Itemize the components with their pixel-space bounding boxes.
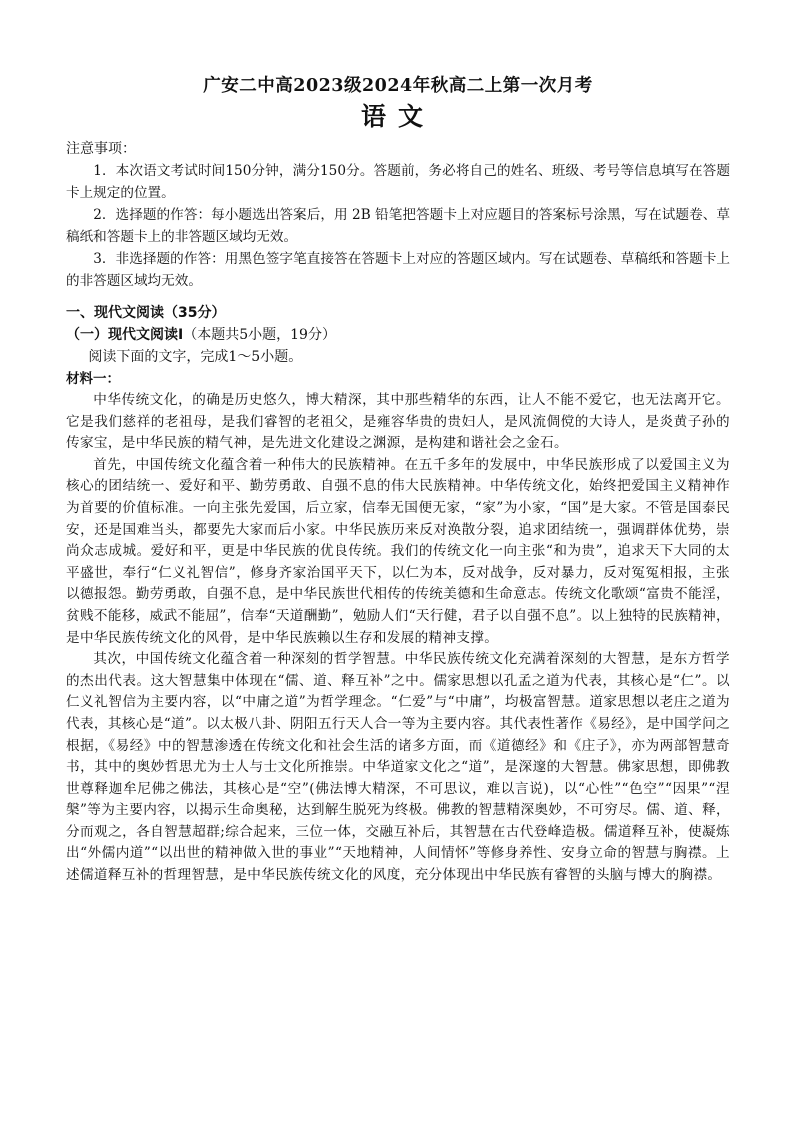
subsection-detail: （本题共5小题，19分） [183, 327, 336, 343]
notice-block [66, 138, 730, 292]
exam-page [66, 74, 730, 887]
material-paragraph: 首先，中国传统文化蕴含着一种伟大的民族精神。在五千多年的发展中，中华民族形成了以爱国主义为核心的团结统一、爱好和平、勤劳勇敢、自强不息的伟大民族精神。中华传统文化，始终把爱国主义精神作为首要的价值标准。一向主张先爱国，后立家，信奉无国便无家，“家”为小家，“国”是大家。不管是国泰民安，还是国难当头，都要先大家而后小家。中华民族历来反对涣散分裂，追求团结统一，强调群体优势，崇尚众志成城。爱好和平，更是中华民族的优良传统。我们的传统文化一向主张“和为贵”，追求天下大同的太平盛世，奉行“仁义礼智信”，修身齐家治国平天下，以仁为本，反对战争，反对暴力，反对冤冤相报，主张以德报怨。勤劳勇敢，自强不息，是中华民族世代相传的传统美德和生命意志。传统文化歌颂“富贵不能淫，贫贱不能移，威武不能屈”，信奉“天道酬勤”，勉励人们“天行健，君子以自强不息”。以上独特的民族精神，是中华民族传统文化的风骨，是中华民族赖以生存和发展的精神支撑。 [66, 456, 730, 646]
reading-instruction: 阅读下面的文字，完成1～5小题。 [88, 349, 303, 365]
notice-heading: 注意事项： [66, 141, 136, 157]
subsection-heading [66, 324, 730, 346]
exam-title: 广安二中高2023级2024年秋高二上第一次月考 [203, 76, 593, 96]
material-paragraph: 中华传统文化，的确是历史悠久，博大精深，其中那些精华的东西，让人不能不爱它，也无法离开它。它是我们慈祥的老祖母，是我们睿智的老祖父，是雍容华贵的贵妇人，是风流倜傥的大诗人，是炎黄子孙的传家宝，是中华民族的精气神，是先进文化建设之渊源，是构建和谐社会之金石。 [66, 392, 730, 452]
material-label: 材料一： [66, 371, 120, 387]
subsection-title: （一）现代文阅读Ⅰ [66, 327, 184, 343]
notice-item: 3．非选择题的作答：用黑色签字笔直接答在答题卡上对应的答题区域内。写在试题卷、草稿纸和答题卡上的非答题区域均无效。 [66, 251, 730, 289]
notice-item: 2．选择题的作答：每小题选出答案后，用 2B 铅笔把答题卡上对应题目的答案标号涂黑，写在试题卷、草稿纸和答题卡上的非答题区域均无效。 [66, 207, 730, 245]
section-modern-reading [66, 302, 730, 887]
notice-item: 1．本次语文考试时间150分钟，满分150分。答题前，务必将自己的姓名、班级、考号等信息填写在答题卡上规定的位置。 [66, 163, 730, 201]
section-heading: 一、现代文阅读（35分） [66, 305, 226, 321]
subject-title: 语文 [360, 102, 435, 131]
material-paragraph: 其次，中国传统文化蕴含着一种深刻的哲学智慧。中华民族传统文化充满着深刻的大智慧，是东方哲学的杰出代表。这大智慧集中体现在“儒、道、释互补”之中。儒家思想以孔孟之道为代表，其核心是“仁”。以仁义礼智信为主要内容，以“中庸之道”为哲学理念。“仁爱”与“中庸”，均极富智慧。道家思想以老庄之道为代表，其核心是“道”。以太极八卦、阴阳五行天人合一等为主要内容。其代表性著作《易经》，是中国学问之根据，《易经》中的智慧渗透在传统文化和社会生活的诸多方面，而《道德经》和《庄子》，亦为两部智慧奇书，其中的奥妙哲思尤为士人与士文化所推崇。中华道家文化之“道”，是深邃的大智慧。佛家思想，即佛教世尊释迦牟尼佛之佛法，其核心是“空”(佛法博大精深，不可思议，难以言说)，以“心性”“色空”“因果”“涅槃”等为主要内容，以揭示生命奥秘，达到解生脱死为终极。佛教的智慧精深奥妙，不可穷尽。儒、道、释，分而观之，各自智慧超群;综合起来，三位一体，交融互补后，其智慧在古代登峰造极。儒道释互补，使凝炼出“外儒内道”“以出世的精神做入世的事业”“天地精神，人间情怀”等修身养性、安身立命的智慧与胸襟。上述儒道释互补的哲理智慧，是中华民族传统文化的风度，充分体现出中华民族有睿智的头脑与博大的胸襟。 [66, 651, 730, 884]
